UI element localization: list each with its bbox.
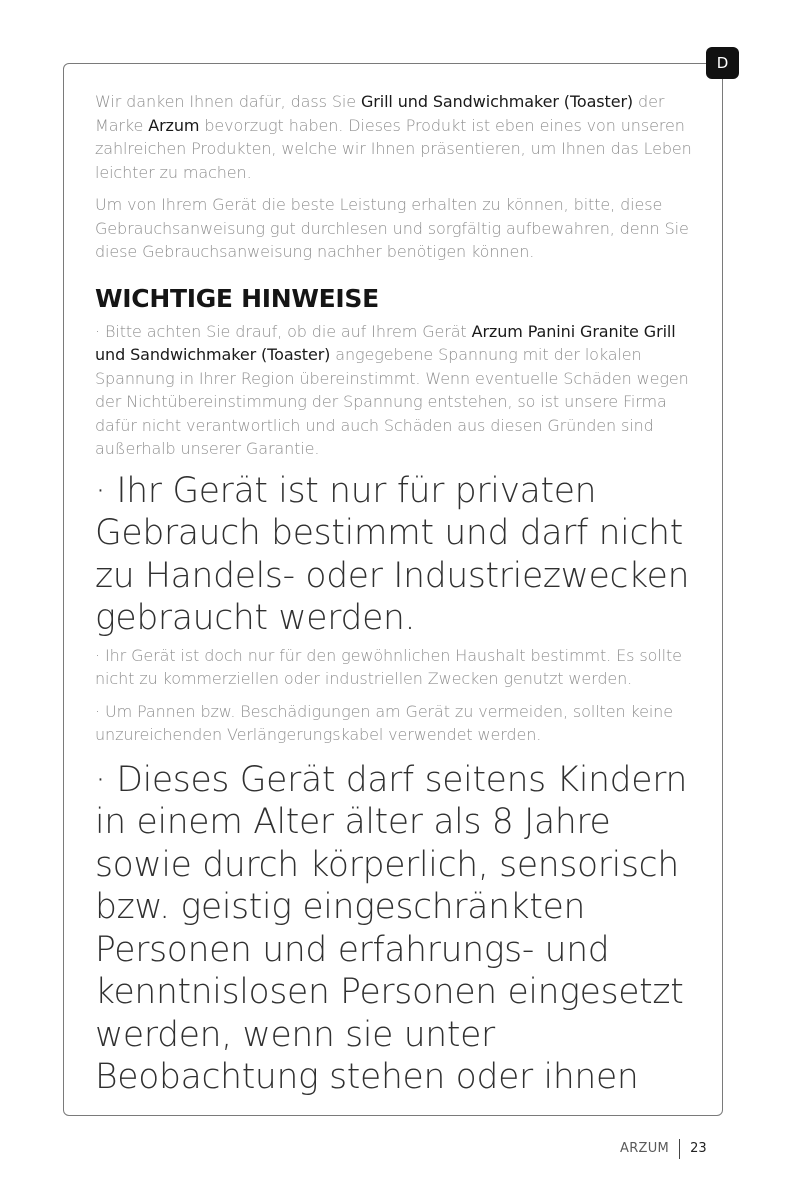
- voltage-note-c: angegebene Spannung mit der lokalen Spannung in Ihrer Region übereinstimmt. Wenn eventuelle Schäden wegen der Nichtübereinstimmung der Spannung entstehen, so ist unsere Firma dafür nicht verantwortlich und auch Schäden aus diesen Gründen sind außerhalb unserer Garantie.: [95, 345, 689, 458]
- voltage-note: [95, 320, 705, 461]
- page-number: 23: [690, 1141, 707, 1156]
- intro-text-c: der Marke: [95, 92, 665, 135]
- brand-name: Arzum: [148, 115, 200, 135]
- intro-text-e: bevorzugt haben. Dieses Produkt ist eben eines von unseren zahlreichen Produkten, welche wir Ihnen präsentieren, um Ihnen das Leben leichter zu machen.: [95, 115, 692, 182]
- document-body: [95, 90, 705, 1103]
- voltage-note-a: · Bitte achten Sie drauf, ob die auf Ihrem Gerät: [95, 321, 472, 341]
- voltage-note-product: Arzum Panini Granite Grill und Sandwichmaker (Toaster): [95, 321, 676, 364]
- household-note: · Ihr Gerät ist doch nur für den gewöhnlichen Haushalt bestimmt. Es sollte nicht zu kommerziellen oder industriellen Zwecken genutzt werden.: [95, 645, 682, 688]
- language-badge: D: [706, 47, 739, 79]
- footer-brand: ARZUM: [620, 1139, 680, 1159]
- intro-paragraph-2: Um von Ihrem Gerät die beste Leistung erhalten zu können, bitte, diese Gebrauchsanweisung gut durchlesen und sorgfältig aufbewahren, denn Sie diese Gebrauchsanweisung nachher benötigen können.: [95, 195, 689, 261]
- extension-cable-note: · Um Pannen bzw. Beschädigungen am Gerät zu vermeiden, sollten keine unzureichenden Verlängerungskabel verwendet werden.: [95, 701, 673, 744]
- children-warning: · Dieses Gerät darf seitens Kindern in einem Alter älter als 8 Jahre sowie durch körperlich, sensorisch bzw. geistig eingeschränkten Personen und erfahrungs- und kenntnislosen Personen eingesetzt werden, wenn sie unter Beobachtung stehen oder ihnen: [95, 759, 688, 1097]
- page-footer: [620, 1139, 707, 1159]
- intro-paragraph-1: [95, 90, 705, 184]
- section-heading: WICHTIGE HINWEISE: [95, 283, 379, 313]
- intro-text-a: Wir danken Ihnen dafür, dass Sie: [95, 92, 361, 111]
- private-use-warning: · Ihr Gerät ist nur für privaten Gebrauch bestimmt und darf nicht zu Handels- oder Industriezwecken gebraucht werden.: [95, 470, 690, 638]
- product-name: Grill und Sandwichmaker (Toaster): [360, 92, 634, 111]
